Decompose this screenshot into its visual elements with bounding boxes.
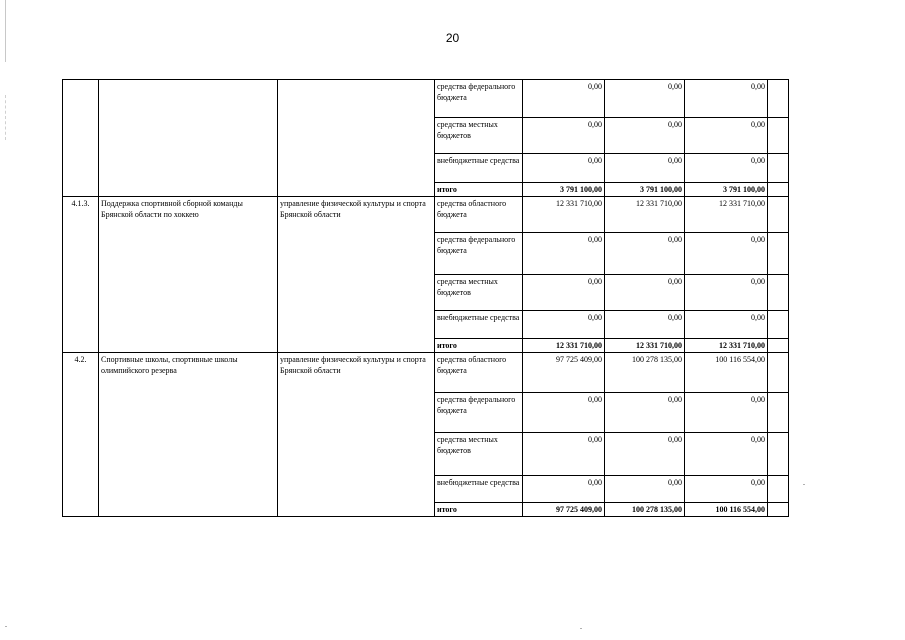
amount-v3: 0,00 [685,80,768,118]
empty-cell [768,503,789,517]
amount-v2: 100 278 135,00 [605,353,685,393]
amount-v3: 0,00 [685,393,768,433]
item-name: Поддержка спортивной сборной команды Брянской области по хоккею [99,197,278,353]
empty-cell [768,183,789,197]
table-row [63,353,789,393]
amount-v1: 0,00 [523,311,605,339]
amount-v1: 3 791 100,00 [523,183,605,197]
amount-v3: 0,00 [685,233,768,275]
funding-source: итого [435,339,523,353]
item-executor: управление физической культуры и спорта Брянской области [278,197,435,353]
amount-v2: 0,00 [605,393,685,433]
funding-source: средства местных бюджетов [435,275,523,311]
amount-v1: 0,00 [523,393,605,433]
amount-v2: 0,00 [605,476,685,503]
funding-source: средства областного бюджета [435,197,523,233]
amount-v1: 97 725 409,00 [523,353,605,393]
funding-source: внебюджетные средства [435,476,523,503]
empty-cell [768,393,789,433]
item-executor: управление физической культуры и спорта Брянской области [278,353,435,517]
amount-v2: 0,00 [605,433,685,476]
item-number: 4.2. [63,353,99,517]
amount-v3: 0,00 [685,118,768,154]
amount-v3: 0,00 [685,476,768,503]
empty-cell [768,233,789,275]
empty-cell [768,197,789,233]
amount-v3: 100 116 554,00 [685,353,768,393]
amount-v2: 0,00 [605,311,685,339]
amount-v1: 0,00 [523,476,605,503]
amount-v3: 0,00 [685,433,768,476]
funding-source: итого [435,503,523,517]
scan-speck [5,626,7,627]
amount-v1: 0,00 [523,233,605,275]
amount-v3: 100 116 554,00 [685,503,768,517]
budget-table [62,79,789,517]
funding-source: средства областного бюджета [435,353,523,393]
amount-v2: 3 791 100,00 [605,183,685,197]
amount-v3: 0,00 [685,275,768,311]
amount-v3: 0,00 [685,154,768,183]
funding-source: средства федерального бюджета [435,393,523,433]
item-executor [278,80,435,197]
amount-v3: 12 331 710,00 [685,197,768,233]
funding-source: средства местных бюджетов [435,118,523,154]
amount-v3: 0,00 [685,311,768,339]
amount-v2: 12 331 710,00 [605,197,685,233]
amount-v2: 0,00 [605,80,685,118]
item-number: 4.1.3. [63,197,99,353]
amount-v1: 0,00 [523,154,605,183]
amount-v1: 0,00 [523,80,605,118]
empty-cell [768,433,789,476]
amount-v2: 100 278 135,00 [605,503,685,517]
amount-v3: 3 791 100,00 [685,183,768,197]
amount-v2: 0,00 [605,154,685,183]
empty-cell [768,154,789,183]
amount-v2: 12 331 710,00 [605,339,685,353]
funding-source: средства местных бюджетов [435,433,523,476]
funding-source: средства федерального бюджета [435,233,523,275]
amount-v2: 0,00 [605,118,685,154]
amount-v1: 97 725 409,00 [523,503,605,517]
table-row [63,80,789,118]
item-name: Спортивные школы, спортивные школы олимпийского резерва [99,353,278,517]
amount-v1: 12 331 710,00 [523,339,605,353]
scan-speck [580,628,582,629]
table-row [63,197,789,233]
empty-cell [768,353,789,393]
empty-cell [768,476,789,503]
scan-left-dash [5,95,7,140]
funding-source: итого [435,183,523,197]
amount-v3: 12 331 710,00 [685,339,768,353]
amount-v1: 12 331 710,00 [523,197,605,233]
empty-cell [768,339,789,353]
item-name [99,80,278,197]
scan-speck [803,484,805,485]
empty-cell [768,80,789,118]
empty-cell [768,311,789,339]
amount-v2: 0,00 [605,275,685,311]
amount-v1: 0,00 [523,433,605,476]
item-number [63,80,99,197]
amount-v1: 0,00 [523,118,605,154]
funding-source: внебюджетные средства [435,311,523,339]
empty-cell [768,275,789,311]
amount-v2: 0,00 [605,233,685,275]
empty-cell [768,118,789,154]
page-number: 20 [445,31,460,45]
amount-v1: 0,00 [523,275,605,311]
funding-source: внебюджетные средства [435,154,523,183]
funding-source: средства федерального бюджета [435,80,523,118]
